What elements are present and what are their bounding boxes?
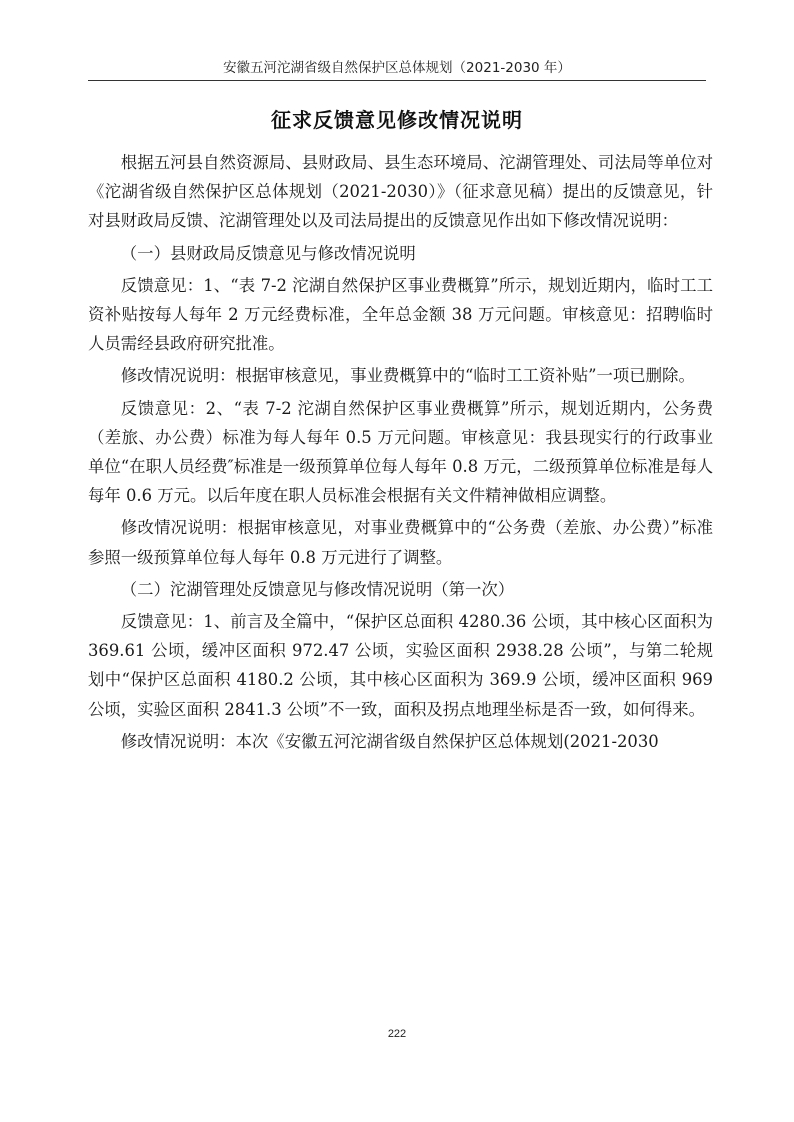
running-header: 安徽五河沱湖省级自然保护区总体规划（2021-2030 年） bbox=[223, 60, 571, 76]
page-title: 征求反馈意见修改情况说明 bbox=[271, 108, 523, 132]
revision-paragraph-finance-1: 修改情况说明：根据审核意见，事业费概算中的“临时工工资补贴”一项已删除。 bbox=[120, 366, 695, 386]
revision-paragraph-finance-2: 修改情况说明：根据审核意见，对事业费概算中的“公务费（差旅、办公费）”标准参照一级预算单位每人每年 0.8 万元进行了调整。 bbox=[88, 518, 713, 567]
document-body bbox=[88, 148, 713, 759]
feedback-paragraph-tuohu-1: 反馈意见：1、前言及全篇中，“保护区总面积 4280.36 公顷，其中核心区面积为 369.61 公顷，缓冲区面积 972.47 公顷，实验区面积 2938.28 公顷”，与第二轮规划中“保护区总面积 4180.2 公顷，其中核心区面积为 369.9 公顷，缓冲区面积 969 公顷，实验区面积 2841.3 公顷”不一致，面积及拐点地理坐标是否一致，如何得来。 bbox=[88, 612, 713, 719]
page-number: 222 bbox=[387, 1028, 407, 1040]
feedback-paragraph-finance-1: 反馈意见：1、“表 7-2 沱湖自然保护区事业费概算”所示，规划近期内，临时工工资补贴按每人每年 2 万元经费标准，全年总金额 38 万元问题。审核意见：招聘临时人员需经县政府研究批准。 bbox=[88, 275, 713, 354]
section-heading-tuohu: （二）沱湖管理处反馈意见与修改情况说明（第一次） bbox=[120, 579, 515, 599]
feedback-paragraph-finance-2: 反馈意见：2、“表 7-2 沱湖自然保护区事业费概算”所示，规划近期内，公务费（差旅、办公费）标准为每人每年 0.5 万元问题。审核意见：我县现实行的行政事业单位“在职人员经费″标准是一级预算单位每人每年 0.8 万元，二级预算单位标准是每人每年 0.6 万元。以后年度在职人员标准会根据有关文件精神做相应调整。 bbox=[88, 398, 713, 506]
revision-paragraph-tuohu-1: 修改情况说明：本次《安徽五河沱湖省级自然保护区总体规划(2021-2030 bbox=[120, 731, 659, 751]
section-heading-finance: （一）县财政局反馈意见与修改情况说明 bbox=[120, 243, 416, 263]
intro-paragraph: 根据五河县自然资源局、县财政局、县生态环境局、沱湖管理处、司法局等单位对《沱湖省级自然保护区总体规划（2021-2030）》（征求意见稿）提出的反馈意见，针对县财政局反馈、沱湖管理处以及司法局提出的反馈意见作出如下修改情况说明： bbox=[88, 153, 713, 231]
header-divider bbox=[88, 80, 706, 81]
